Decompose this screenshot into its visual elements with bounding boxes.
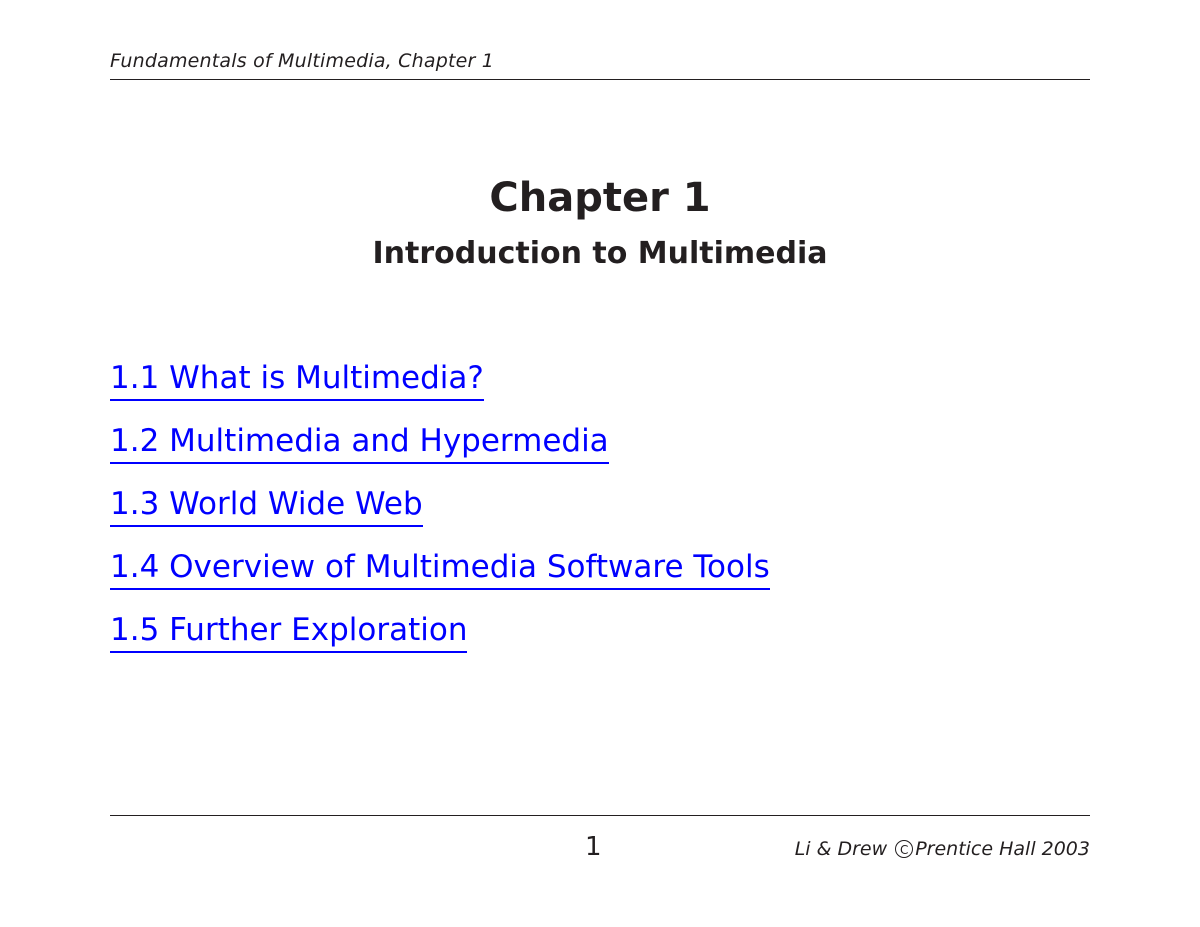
header-rule [110,79,1090,80]
chapter-title: Chapter 1 [489,175,711,221]
table-of-contents [110,358,770,673]
toc-item [110,484,770,547]
running-header: Fundamentals of Multimedia, Chapter 1 [110,50,495,72]
footer-rule [110,815,1090,816]
toc-link-1-3[interactable]: 1.3 World Wide Web [110,484,423,527]
toc-item [110,547,770,610]
footer-authors: Li & Drew [794,838,888,860]
footer-credit [795,838,1090,860]
chapter-subtitle: Introduction to Multimedia [372,236,828,271]
toc-item [110,421,770,484]
copyright-icon: C [895,840,913,858]
footer-publisher: Prentice Hall 2003 [915,838,1090,860]
toc-link-1-5[interactable]: 1.5 Further Exploration [110,610,467,653]
toc-item [110,358,770,421]
toc-link-1-1[interactable]: 1.1 What is Multimedia? [110,358,484,401]
toc-link-1-2[interactable]: 1.2 Multimedia and Hypermedia [110,421,609,464]
toc-link-1-4[interactable]: 1.4 Overview of Multimedia Software Tools [110,547,770,590]
page-number: 1 [585,832,602,862]
toc-item [110,610,770,673]
